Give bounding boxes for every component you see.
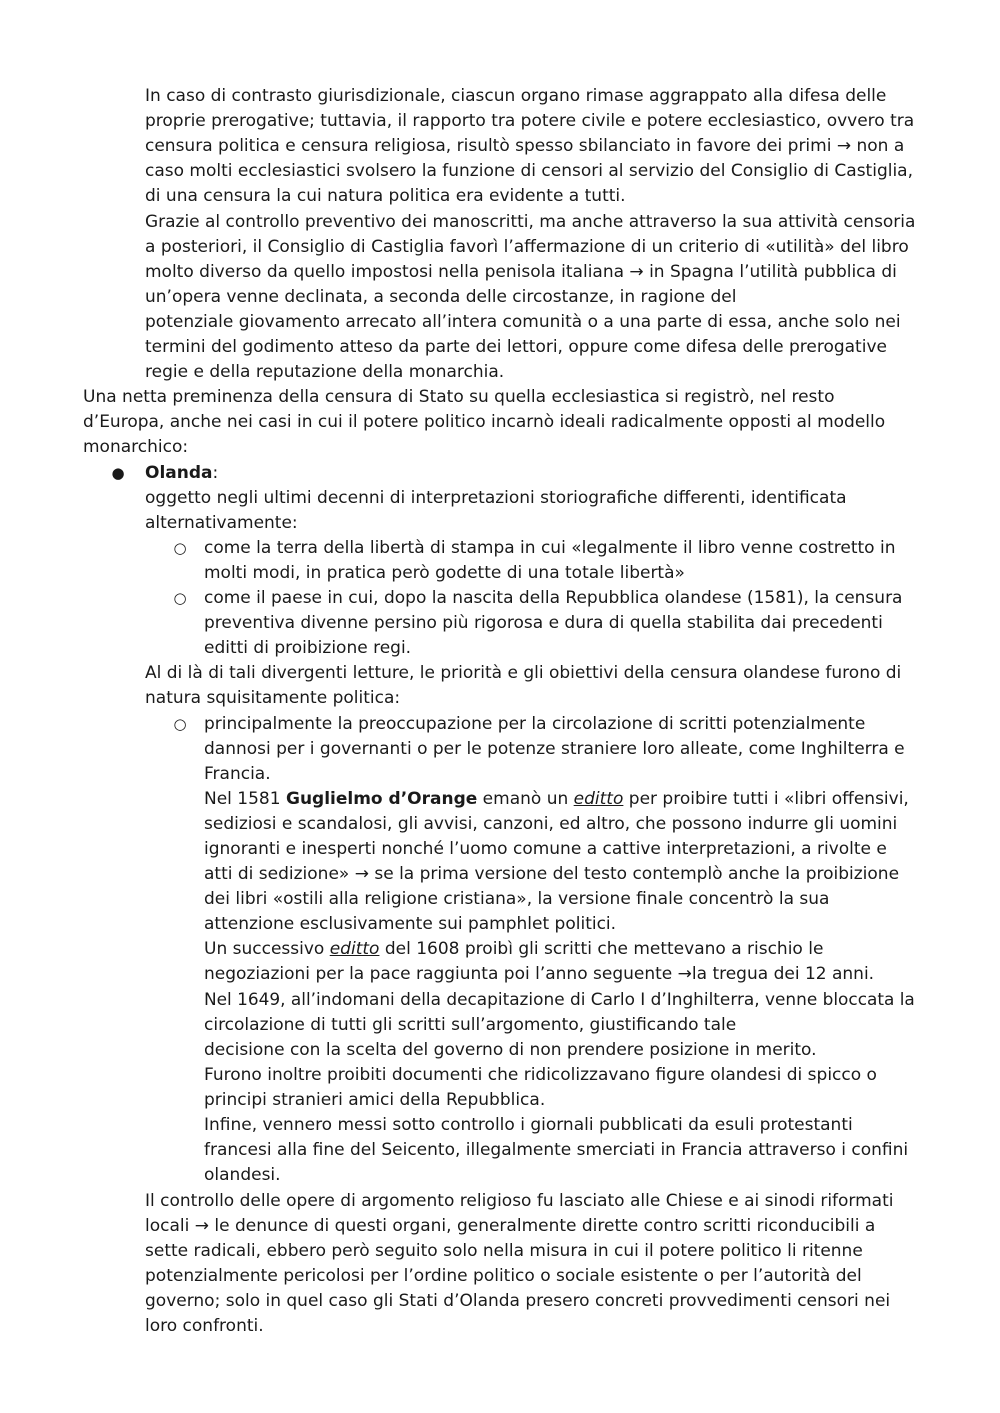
- olanda-closing: [145, 1189, 915, 1340]
- paragraph-preminenza: [83, 385, 915, 460]
- text-line: Al di là di tali divergenti letture, le priorità e gli obiettivi della censura olandese furono di: [145, 663, 902, 684]
- text-line: Furono inoltre proibiti documenti che ridicolizzavano figure olandesi di spicco o: [204, 1064, 877, 1085]
- text-line: principalmente la preoccupazione per la circolazione di scritti potenzialmente: [204, 713, 866, 734]
- paragraph-contrasto: [145, 84, 915, 209]
- text-line: ignoranti e inesperti nonché l’uomo comune a cattive interpretazioni, a rivolte e: [204, 838, 887, 859]
- text-line: come il paese in cui, dopo la nascita della Repubblica olandese (1581), la censura: [204, 588, 903, 608]
- edict-1608-line: Un successivo editto del 1608 proibì gli scritti che mettevano a rischio le: [204, 939, 824, 960]
- heading-olanda: [145, 461, 915, 486]
- list-item-preoccupazione: [204, 712, 915, 1189]
- paragraph-consiglio-castiglia: [145, 210, 915, 386]
- text-line: atti di sedizione» → se la prima versione del testo contemplò anche la proibizione: [204, 864, 900, 885]
- text-line: alternativamente:: [145, 512, 298, 533]
- text-line: d’Europa, anche nei casi in cui il potere politico incarnò ideali radicalmente opposti al modello: [83, 412, 886, 433]
- sub-bullet: ○: [173, 538, 187, 557]
- text-line: Grazie al controllo preventivo dei manoscritti, ma anche attraverso la sua attività censoria: [145, 211, 916, 232]
- text-line: francesi alla fine del Seicento, illegalmente smerciati in Francia attraverso i confini: [204, 1140, 909, 1161]
- olanda-intro: [145, 486, 915, 536]
- text-line: oggetto negli ultimi decenni di interpretazioni storiografiche differenti, identificata: [145, 487, 847, 508]
- sub-bullet: ○: [173, 714, 187, 733]
- list-item-censura-preventiva: [204, 586, 915, 661]
- text-line: dei libri «ostili alla religione cristiana», la versione finale concentrò la sua: [204, 889, 830, 910]
- text-line: come la terra della libertà di stampa in cui «legalmente il libro venne costretto in: [204, 537, 896, 558]
- list-item-liberta-stampa: [204, 536, 915, 586]
- text-line: In caso di contrasto giurisdizionale, ciascun organo rimase aggrappato alla difesa delle: [145, 86, 887, 106]
- text-line: censura politica e censura religiosa, risultò spesso sbilanciato in favore dei primi → non a: [145, 136, 905, 157]
- edict-1581-line: Nel 1581 Guglielmo d’Orange emanò un editto per proibire tutti i «libri offensivi,: [204, 788, 909, 809]
- text-line: molto diverso da quello impostosi nella penisola italiana → in Spagna l’utilità pubblica di: [145, 261, 897, 282]
- text-line: negoziazioni per la pace raggiunta poi l’anno seguente →la tregua dei 12 anni.: [204, 964, 875, 985]
- text-line: di una censura la cui natura politica era evidente a tutti.: [145, 186, 626, 207]
- olanda-title: Olanda: [145, 462, 213, 483]
- text-line: natura squisitamente politica:: [145, 688, 401, 709]
- text-line: proprie prerogative; tuttavia, il rapporto tra potere civile e potere ecclesiastico, ovvero tra: [145, 111, 915, 132]
- text-line: principi stranieri amici della Repubblica.: [204, 1089, 546, 1110]
- text-line: Una netta preminenza della censura di Stato su quella ecclesiastica si registrò, nel resto: [83, 387, 835, 408]
- text-line: circolazione di tutti gli scritti sull’argomento, giustificando tale: [204, 1014, 737, 1035]
- text-line: potenziale giovamento arrecato all’intera comunità o a una parte di essa, anche solo nei: [145, 311, 901, 332]
- editto-term: editto: [573, 788, 624, 809]
- text-line: monarchico:: [83, 437, 189, 458]
- sub-bullet: ○: [173, 589, 187, 607]
- text-line: sediziosi e scandalosi, gli avvisi, canzoni, ed altro, che possono indurre gli uomini: [204, 813, 898, 834]
- text-line: termini del godimento atteso da parte dei lettori, oppure come difesa delle prerogative: [145, 336, 887, 357]
- editto-term: editto: [329, 939, 380, 960]
- text-line: loro confronti.: [145, 1316, 264, 1337]
- text-line: Francia.: [204, 763, 271, 784]
- text-line: caso molti ecclesiastici svolsero la funzione di censori al servizio del Consiglio di Castiglia,: [145, 161, 914, 182]
- text-line: sette radicali, ebbero però seguito solo nella misura in cui il potere politico li ritenne: [145, 1241, 863, 1262]
- bullet-olanda: ●: [111, 463, 125, 482]
- text-line: un’opera venne declinata, a seconda delle circostanze, in ragione del: [145, 286, 737, 307]
- text-line: a posteriori, il Consiglio di Castiglia favorì l’affermazione di un criterio di «utilità» del libro: [145, 236, 909, 257]
- text-line: attenzione esclusivamente sui pamphlet politici.: [204, 914, 617, 935]
- text-line: molti modi, in pratica però godette di una totale libertà»: [204, 562, 685, 583]
- text-line: regie e della reputazione della monarchia.: [145, 362, 505, 383]
- text-line: olandesi.: [204, 1165, 281, 1186]
- olanda-colon: :: [212, 462, 219, 483]
- text-line: Il controllo delle opere di argomento religioso fu lasciato alle Chiese e ai sinodi riformati: [145, 1191, 894, 1211]
- olanda-middle: [145, 661, 915, 711]
- text-line: potenzialmente pericolosi per l’ordine politico o sociale esistente o per l’autorità del: [145, 1266, 862, 1287]
- text-line: editti di proibizione regi.: [204, 638, 412, 659]
- text-line: locali → le denunce di questi organi, generalmente dirette contro scritti riconducibili a: [145, 1216, 876, 1237]
- text-line: Nel 1649, all’indomani della decapitazione di Carlo I d’Inghilterra, venne bloccata la: [204, 989, 915, 1010]
- text-line: Infine, vennero messi sotto controllo i giornali pubblicati da esuli protestanti: [204, 1115, 853, 1135]
- text-line: decisione con la scelta del governo di non prendere posizione in merito.: [204, 1039, 817, 1060]
- text-line: preventiva divenne persino più rigorosa e dura di quella stabilita dai precedenti: [204, 613, 883, 634]
- text-line: governo; solo in quel caso gli Stati d’Olanda presero concreti provvedimenti censori nei: [145, 1291, 891, 1312]
- text-line: dannosi per i governanti o per le potenze straniere loro alleate, come Inghilterra e: [204, 738, 905, 759]
- guglielmo-name: Guglielmo d’Orange: [285, 788, 478, 809]
